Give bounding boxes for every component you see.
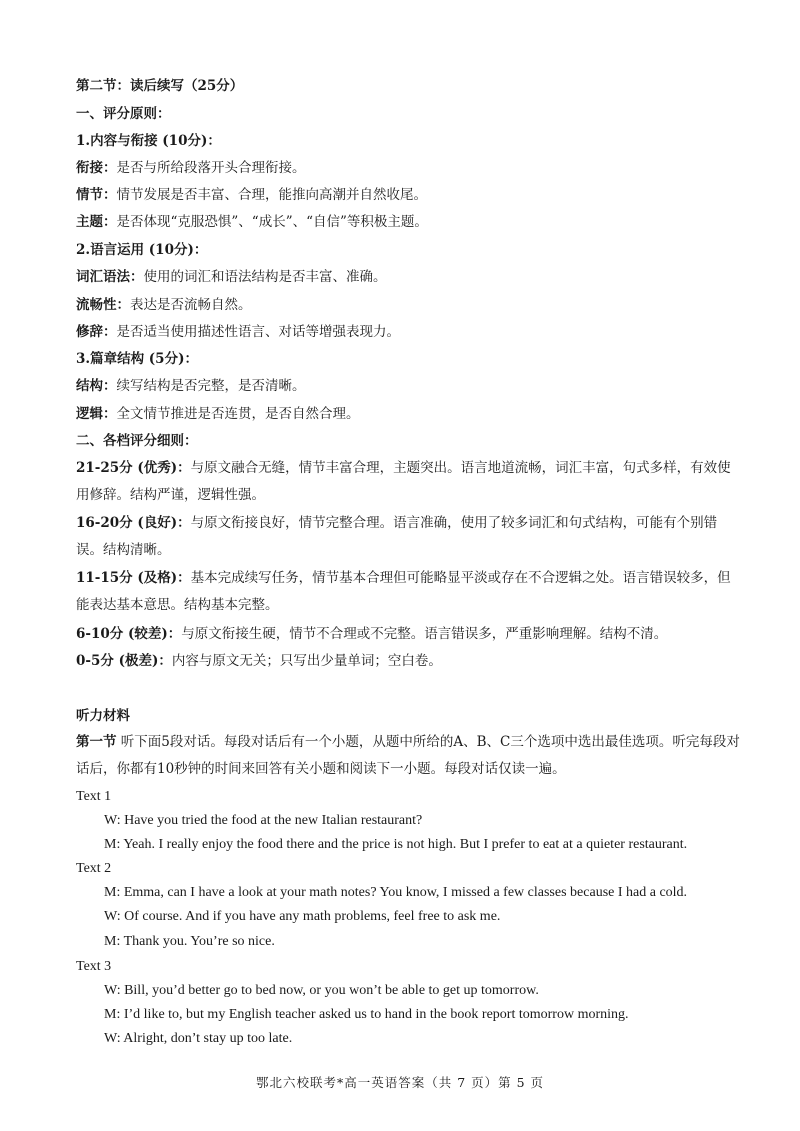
structure-criteria-heading: 3.篇章结构 (5分)：	[76, 351, 198, 367]
grade-item: 21-25分 (优秀)：与原文融合无缝，情节丰富合理，主题突出。语言地道流畅，词汇丰富，句式多样，有效使用修辞。结构严谨，逻辑性强。	[76, 460, 731, 503]
dialogue-line: W: Bill, you’d better go to bed now, or you won’t be able to get up tomorrow.	[104, 983, 539, 998]
criterion-item: 衔接：是否与所给段落开头合理衔接。	[76, 160, 306, 176]
dialogue-line: M: Thank you. You’re so nice.	[104, 934, 275, 949]
listening-intro: 第一节 听下面5段对话。每段对话后有一个小题，从题中所给的A、B、C三个选项中选出最佳选项。听完每段对话后，你都有10秒钟的时间来回答有关小题和阅读下一小题。每段对话仅读一遍。	[76, 734, 740, 777]
listening-heading: 听力材料	[76, 708, 130, 724]
criterion-item: 流畅性：表达是否流畅自然。	[76, 297, 252, 313]
text-title: Text 2	[76, 861, 112, 876]
text-title: Text 3	[76, 959, 112, 974]
language-criteria-heading: 2.语言运用 (10分)：	[76, 242, 208, 258]
grade-item: 11-15分 (及格)：基本完成续写任务，情节基本合理但可能略显平淡或存在不合逻辑之处。语言错误较多，但能表达基本意思。结构基本完整。	[76, 570, 731, 613]
dialogue-line: W: Alright, don’t stay up too late.	[104, 1031, 293, 1046]
dialogue-line: W: Of course. And if you have any math problems, feel free to ask me.	[104, 909, 501, 924]
dialogue-line: M: Emma, can I have a look at your math notes? You know, I missed a few classes because I had a cold.	[104, 885, 688, 900]
content-criteria-heading: 1.内容与衔接 (10分)：	[76, 133, 221, 149]
criterion-item: 词汇语法：使用的词汇和语法结构是否丰富、准确。	[76, 269, 387, 285]
grade-details-heading: 二、各档评分细则：	[76, 433, 198, 449]
criterion-item: 逻辑：全文情节推进是否连贯，是否自然合理。	[76, 406, 360, 422]
section-title: 第二节：读后续写（25分）	[76, 78, 244, 94]
criterion-item: 结构：续写结构是否完整，是否清晰。	[76, 378, 306, 394]
scoring-principles-heading: 一、评分原则：	[76, 106, 171, 122]
grade-item: 16-20分 (良好)：与原文衔接良好，情节完整合理。语言准确，使用了较多词汇和句式结构，可能有个别错误。结构清晰。	[76, 515, 718, 558]
page-footer: 鄂北六校联考*高一英语答案（共 7 页）第 5 页	[255, 1075, 545, 1090]
dialogue-line: M: I’d like to, but my English teacher asked us to hand in the book report tomorrow morning.	[104, 1007, 629, 1022]
criterion-item: 情节：情节发展是否丰富、合理，能推向高潮并自然收尾。	[76, 187, 427, 203]
grade-item: 6-10分 (较差)：与原文衔接生硬，情节不合理或不完整。语言错误多，严重影响理解。结构不清。	[76, 626, 668, 642]
dialogue-line: M: Yeah. I really enjoy the food there and the price is not high. But I prefer to eat at a quieter restaurant.	[104, 837, 688, 852]
criterion-item: 主题：是否体现“克服恐惧”、“成长”、“自信”等积极主题。	[76, 214, 428, 230]
grade-item: 0-5分 (极差)：内容与原文无关；只写出少量单词；空白卷。	[76, 653, 442, 669]
criterion-item: 修辞：是否适当使用描述性语言、对话等增强表现力。	[76, 324, 400, 340]
dialogue-line: W: Have you tried the food at the new Italian restaurant?	[104, 813, 423, 828]
text-title: Text 1	[76, 789, 112, 804]
